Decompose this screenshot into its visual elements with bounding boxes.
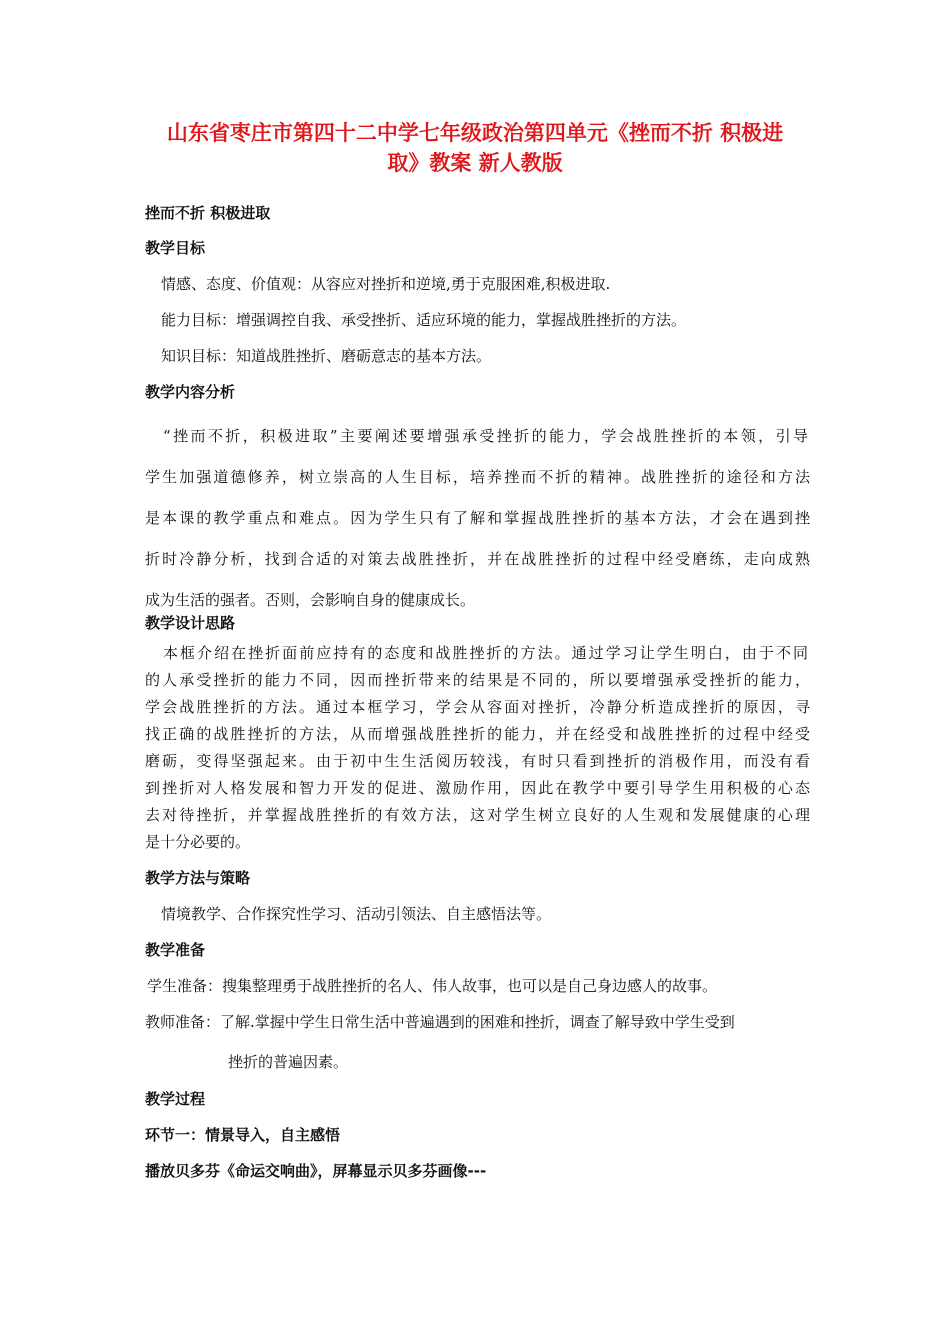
lesson-title: 挫而不折 积极进取 [145,204,271,222]
paragraph-line: 本框介绍在挫折面前应持有的态度和战胜挫折的方法。通过学习让学生明白，由于不同 [163,644,808,662]
teacher-preparation: 教师准备：了解.掌握中学生日常生活中普遍遇到的困难和挫折，调查了解导致中学生受到 [145,1013,735,1031]
objective-item: 能力目标：增强调控自我、承受挫折、适应环境的能力，掌握战胜挫折的方法。 [161,311,687,329]
paragraph-line: 学会战胜挫折的方法。通过本框学习，学会从容面对挫折，冷静分析造成挫折的原因，寻 [145,698,810,716]
process-step-1: 环节一：情景导入，自主感悟 [145,1126,341,1144]
methods-text: 情境教学、合作探究性学习、活动引领法、自主感悟法等。 [161,905,552,923]
design-paragraph-body [145,667,810,856]
paragraph-line: 找正确的战胜挫折的方法，从而增强战胜挫折的能力，并在经受和战胜挫折的过程中经受 [145,725,810,743]
title-line-1: 山东省枣庄市第四十二中学七年级政治第四单元《挫而不折 积极进 [166,121,784,145]
teacher-preparation-continued: 挫折的普遍因素。 [228,1053,349,1071]
paragraph-line: 到挫折对人格发展和智力开发的促进、激励作用，因此在教学中要引导学生用积极的心态 [145,779,810,797]
design-paragraph [163,640,808,667]
paragraph-line: “挫而不折，积极进取”主要阐述要增强承受挫折的能力，学会战胜挫折的本领，引导 [163,427,808,445]
paragraph-line: 是十分必要的。 [145,833,251,851]
paragraph-line: 磨砺，变得坚强起来。由于初中生生活阅历较浅，有时只看到挫折的消极作用，而没有看 [145,752,810,770]
objective-item: 知识目标：知道战胜挫折、磨砺意志的基本方法。 [161,347,492,365]
paragraph-line: 成为生活的强者。否则，会影响自身的健康成长。 [145,591,476,609]
preparation-heading: 教学准备 [145,941,206,959]
paragraph-line: 的人承受挫折的能力不同，因而挫折带来的结果是不同的，所以要增强承受挫折的能力， [145,671,810,689]
objectives-heading: 教学目标 [145,239,206,257]
objective-item: 情感、态度、价值观：从容应对挫折和逆境,勇于克服困难,积极进取. [161,275,611,293]
design-heading: 教学设计思路 [145,614,236,632]
content-analysis-paragraph-body [145,457,810,621]
paragraph-line: 折时冷静分析，找到合适的对策去战胜挫折，并在战胜挫折的过程中经受磨练，走向成熟 [145,550,810,568]
paragraph-line: 学生加强道德修养，树立崇高的人生目标，培养挫而不折的精神。战胜挫折的途径和方法 [145,468,810,486]
process-step-1-detail: 播放贝多芬《命运交响曲》，屏幕显示贝多芬画像--- [145,1162,487,1180]
title-line-2: 取》教案 新人教版 [387,151,563,175]
document-title [135,118,815,178]
content-analysis-heading: 教学内容分析 [145,383,236,401]
student-preparation: 学生准备：搜集整理勇于战胜挫折的名人、伟人故事，也可以是自己身边感人的故事。 [147,977,718,995]
paragraph-line: 去对待挫折，并掌握战胜挫折的有效方法，这对学生树立良好的人生观和发展健康的心理 [145,806,810,824]
process-heading: 教学过程 [145,1090,206,1108]
methods-heading: 教学方法与策略 [145,869,251,887]
content-analysis-paragraph [163,416,808,457]
paragraph-line: 是本课的教学重点和难点。因为学生只有了解和掌握战胜挫折的基本方法，才会在遇到挫 [145,509,810,527]
